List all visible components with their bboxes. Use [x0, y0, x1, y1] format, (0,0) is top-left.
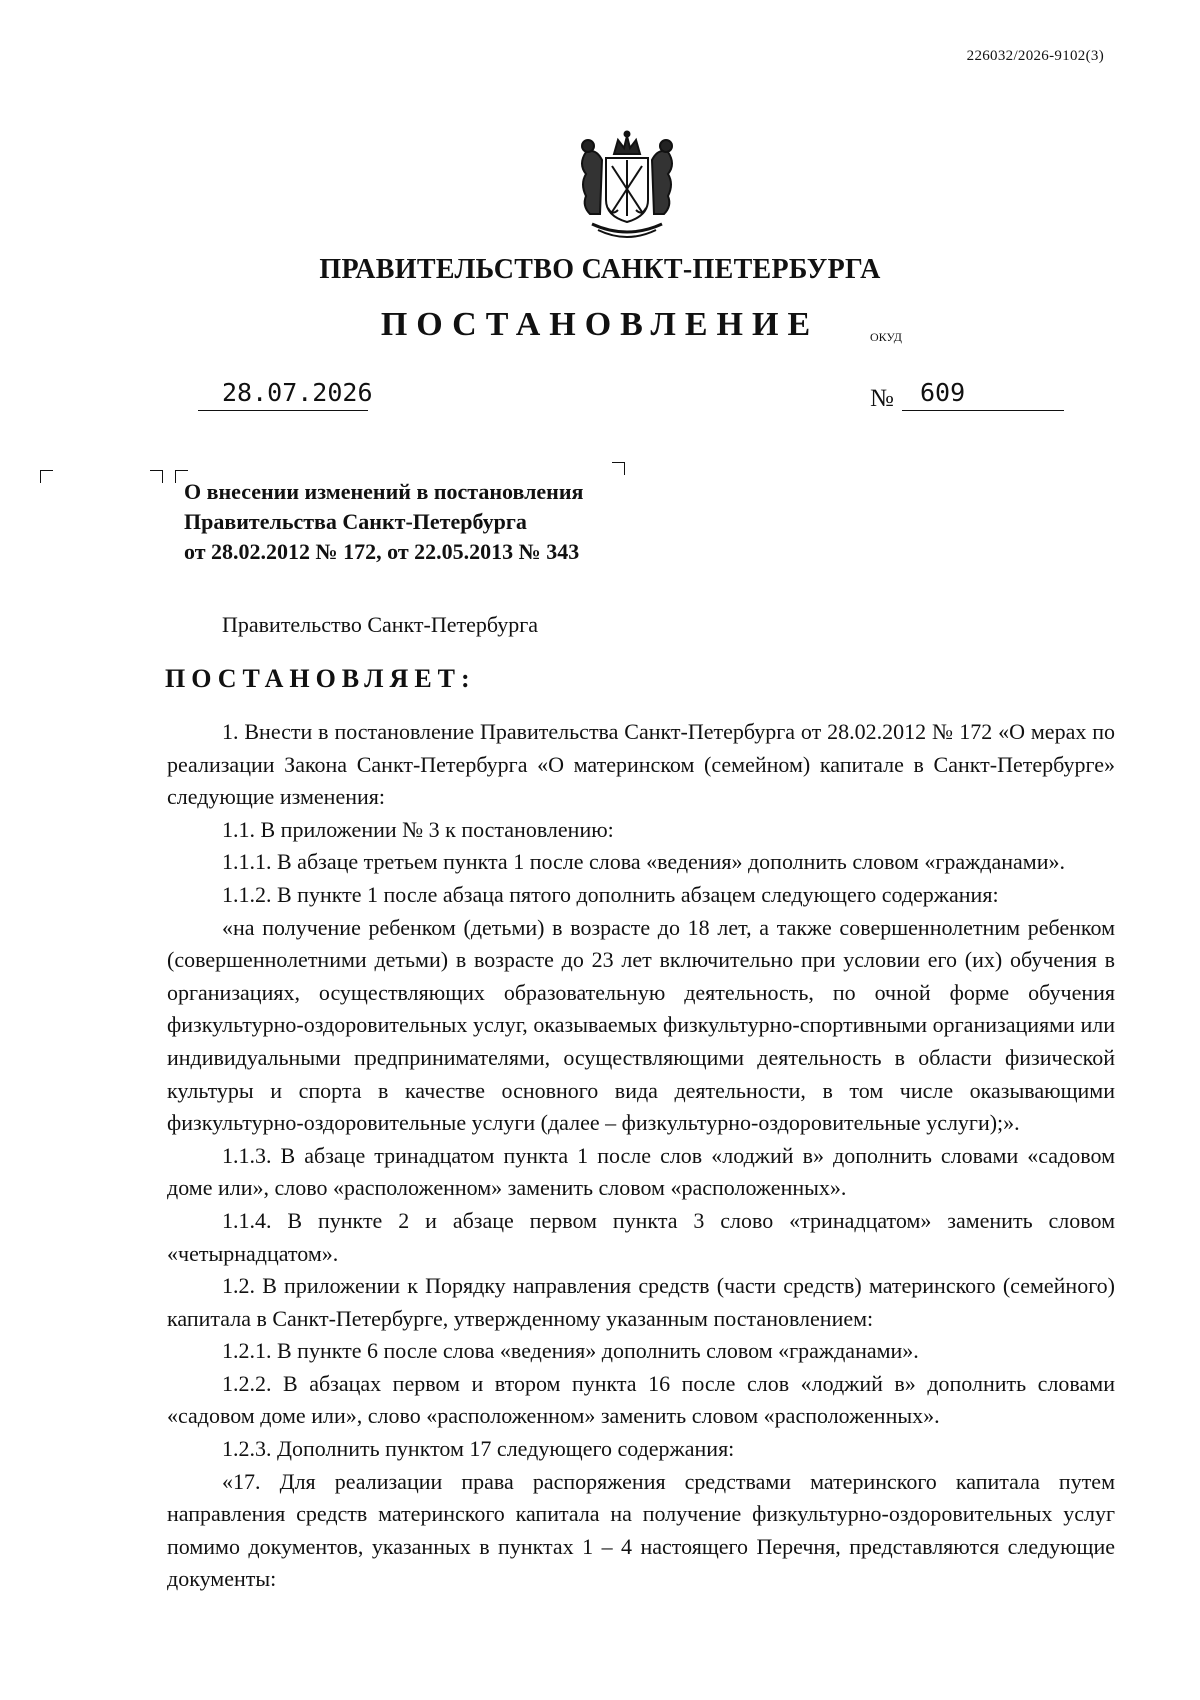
government-title: ПРАВИТЕЛЬСТВО САНКТ-ПЕТЕРБУРГА [319, 254, 881, 285]
bracket-corner-mark [612, 462, 625, 475]
date-underline [198, 410, 368, 411]
bracket-corner-mark [150, 470, 163, 483]
paragraph: 1.2.1. В пункте 6 после слова «ведения» дополнить словом «гражданами». [222, 1338, 919, 1364]
paragraph: «на получение ребенком (детьми) в возрасте до 18 лет, а также совершеннолетним ребенком (совершеннолетними детьми) в возрасте до 23 лет включительно при условии его (их) обучения в организациях, осуществляющих образовательную деятельность, по очной форме обучения физкультурно-оздоровительных услуг, оказываемых физкультурно-спортивными организациями или индивидуальными предпринимателями, осуществляющими деятельность в области физической культуры и спорта в качестве основного вида деятельности, в том числе оказывающими физкультурно-оздоровительные услуги (далее – физкультурно-оздоровительные услуги);». [167, 914, 1115, 1136]
document-code: 226032/2026-9102(3) [966, 48, 1104, 64]
paragraph: 1.2. В приложении к Порядку направления средств (части средств) материнского (семейного) капитала в Санкт-Петербурге, утвержденному указанным постановлением: [167, 1273, 1115, 1331]
document-body [167, 716, 1115, 1596]
paragraph: 1.1. В приложении № 3 к постановлению: [222, 816, 614, 842]
paragraph: 1. Внести в постановление Правительства Санкт-Петербурга от 28.02.2012 № 172 «О мерах по реализации Закона Санкт-Петербурга «О материнском (семейном) капитале в Санкт-Петербурге» следующие изменения: [167, 719, 1115, 810]
paragraph: 1.1.3. В абзаце тринадцатом пункта 1 после слов «лоджий в» дополнить словами «садовом доме или», слово «расположенном» заменить словом «расположенных». [167, 1142, 1115, 1201]
number-underline [902, 410, 1064, 411]
number-label: № [870, 385, 894, 412]
document-type: ПОСТАНОВЛЕНИЕ [380, 306, 820, 343]
paragraph: «17. Для реализации права распоряжения средствами материнского капитала путем направления средств материнского капитала на получение физкультурно-оздоровительных услуг помимо документов, указанных в пунктах 1 – 4 настоящего Перечня, представляются следующие документы: [167, 1468, 1115, 1592]
subject-line: О внесении изменений в постановления [184, 479, 584, 504]
subject-line: от 28.02.2012 № 172, от 22.05.2013 № 343 [184, 539, 580, 564]
paragraph: 1.1.4. В пункте 2 и абзаце первом пункта 3 слово «тринадцатом» заменить словом «четырнадцатом». [167, 1207, 1115, 1266]
issuing-authority: Правительство Санкт-Петербурга [222, 612, 539, 637]
paragraph: 1.1.1. В абзаце третьем пункта 1 после слова «ведения» дополнить словом «гражданами». [222, 849, 1066, 875]
subject-line: Правительства Санкт-Петербурга [184, 509, 527, 534]
coat-of-arms-icon [572, 130, 682, 242]
document-date: 28.07.2026 [222, 378, 373, 407]
decrees-heading: ПОСТАНОВЛЯЕТ: [165, 664, 476, 693]
paragraph: 1.1.2. В пункте 1 после абзаца пятого дополнить абзацем следующего содержания: [222, 881, 999, 907]
paragraph: 1.2.2. В абзацах первом и втором пункта 16 после слов «лоджий в» дополнить словами «садовом доме или», слово «расположенном» заменить словом «расположенных». [167, 1370, 1115, 1429]
paragraph: 1.2.3. Дополнить пунктом 17 следующего содержания: [222, 1436, 735, 1462]
document-number: 609 [920, 378, 966, 407]
okud-label: ОКУД [870, 330, 902, 344]
bracket-corner-mark [40, 470, 53, 483]
